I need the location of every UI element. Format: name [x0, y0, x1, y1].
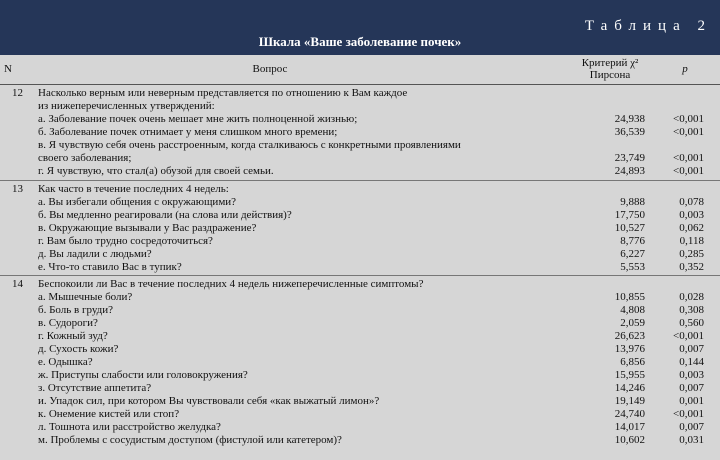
question-number: 14 — [12, 278, 23, 290]
column-header-n: N — [4, 63, 12, 75]
item-text: г. Кожный зуд? — [38, 330, 108, 342]
item-text: м. Проблемы с сосудистым доступом (фистулой или катетером)? — [38, 434, 342, 446]
item-text: б. Боль в груди? — [38, 304, 114, 316]
column-header-p: p — [682, 63, 688, 75]
item-text: своего заболевания; — [38, 152, 132, 164]
question-section-13 — [0, 180, 720, 276]
chi-square-value: 24,893 — [614, 165, 645, 177]
item-text: в. Судороги? — [38, 317, 98, 329]
question-intro-line: из нижеперечисленных утверждений: — [38, 100, 215, 112]
item-text: к. Онемение кистей или стоп? — [38, 408, 180, 420]
question-section-12 — [0, 85, 720, 180]
p-value: 0,001 — [679, 395, 704, 407]
chi-square-value: 6,227 — [620, 248, 645, 260]
question-intro-line: Как часто в течение последних 4 недель: — [38, 183, 229, 195]
item-text: ж. Приступы слабости или головокружения? — [38, 369, 248, 381]
p-value: <0,001 — [673, 165, 704, 177]
p-value: <0,001 — [673, 126, 704, 138]
chi-square-value: 24,740 — [614, 408, 645, 420]
chi-square-value: 19,149 — [614, 395, 645, 407]
column-header-row — [0, 55, 720, 85]
item-text: б. Вы медленно реагировали (на слова или действия)? — [38, 209, 292, 221]
p-value: 0,003 — [679, 209, 704, 221]
item-text: в. Окружающие вызывали у Вас раздражение? — [38, 222, 257, 234]
chi-square-value: 6,856 — [620, 356, 645, 368]
p-value: 0,007 — [679, 382, 704, 394]
p-value: 0,118 — [679, 235, 704, 247]
p-value: 0,285 — [679, 248, 704, 260]
item-text: б. Заболевание почек отнимает у меня слишком много времени; — [38, 126, 338, 138]
item-text: е. Одышка? — [38, 356, 93, 368]
chi-square-value: 13,976 — [614, 343, 645, 355]
p-value: 0,003 — [679, 369, 704, 381]
p-value: 0,560 — [679, 317, 704, 329]
chi-square-value: 15,955 — [614, 369, 645, 381]
question-number: 13 — [12, 183, 23, 195]
chi-square-value: 26,623 — [614, 330, 645, 342]
chi-square-value: 14,017 — [614, 421, 645, 433]
p-value: 0,007 — [679, 421, 704, 433]
p-value: <0,001 — [673, 408, 704, 420]
chi-square-value: 10,855 — [614, 291, 645, 303]
item-text: д. Сухость кожи? — [38, 343, 119, 355]
chi-square-value: 23,749 — [614, 152, 645, 164]
question-section-14 — [0, 275, 720, 449]
chi-square-value: 10,602 — [614, 434, 645, 446]
p-value: 0,308 — [679, 304, 704, 316]
question-intro-line: Беспокоили ли Вас в течение последних 4 недель нижеперечисленные симптомы? — [38, 278, 424, 290]
p-value: 0,352 — [679, 261, 704, 273]
p-value: 0,031 — [679, 434, 704, 446]
p-value: 0,078 — [679, 196, 704, 208]
chi-square-value: 5,553 — [620, 261, 645, 273]
item-text: в. Я чувствую себя очень расстроенным, когда сталкиваюсь с конкретными проявлениями — [38, 139, 461, 151]
column-header-criterion — [560, 57, 660, 81]
criterion-line-2: Пирсона — [589, 69, 631, 81]
chi-square-value: 2,059 — [620, 317, 645, 329]
question-number: 12 — [12, 87, 23, 99]
item-text: г. Я чувствую, что стал(а) обузой для своей семьи. — [38, 165, 274, 177]
chi-square-value: 8,776 — [620, 235, 645, 247]
chi-square-value: 9,888 — [620, 196, 645, 208]
item-text: д. Вы ладили с людьми? — [38, 248, 152, 260]
item-text: г. Вам было трудно сосредоточиться? — [38, 235, 213, 247]
item-text: е. Что-то ставило Вас в тупик? — [38, 261, 182, 273]
item-text: и. Упадок сил, при котором Вы чувствовали себя «как выжатый лимон»? — [38, 395, 380, 407]
p-value: <0,001 — [673, 152, 704, 164]
item-text: а. Вы избегали общения с окружающими? — [38, 196, 237, 208]
criterion-line-1: Критерий χ² — [581, 57, 639, 69]
table-title: Шкала «Ваше заболевание почек» — [258, 34, 462, 49]
table-banner — [0, 0, 720, 55]
table-number: Таблица 2 — [584, 18, 712, 34]
chi-square-value: 17,750 — [614, 209, 645, 221]
item-text: л. Тошнота или расстройство желудка? — [38, 421, 221, 433]
question-intro-line: Насколько верным или неверным представляется по отношению к Вам каждое — [38, 87, 408, 99]
item-text: з. Отсутствие аппетита? — [38, 382, 152, 394]
p-value: 0,007 — [679, 343, 704, 355]
p-value: 0,028 — [679, 291, 704, 303]
p-value: <0,001 — [673, 330, 704, 342]
column-header-question: Вопрос — [252, 63, 288, 75]
p-value: 0,144 — [679, 356, 704, 368]
chi-square-value: 10,527 — [614, 222, 645, 234]
p-value: <0,001 — [673, 113, 704, 125]
chi-square-value: 14,246 — [614, 382, 645, 394]
chi-square-value: 24,938 — [614, 113, 645, 125]
chi-square-value: 4,808 — [620, 304, 645, 316]
item-text: а. Заболевание почек очень мешает мне жить полноценной жизнью; — [38, 113, 358, 125]
item-text: а. Мышечные боли? — [38, 291, 133, 303]
chi-square-value: 36,539 — [614, 126, 645, 138]
p-value: 0,062 — [679, 222, 704, 234]
